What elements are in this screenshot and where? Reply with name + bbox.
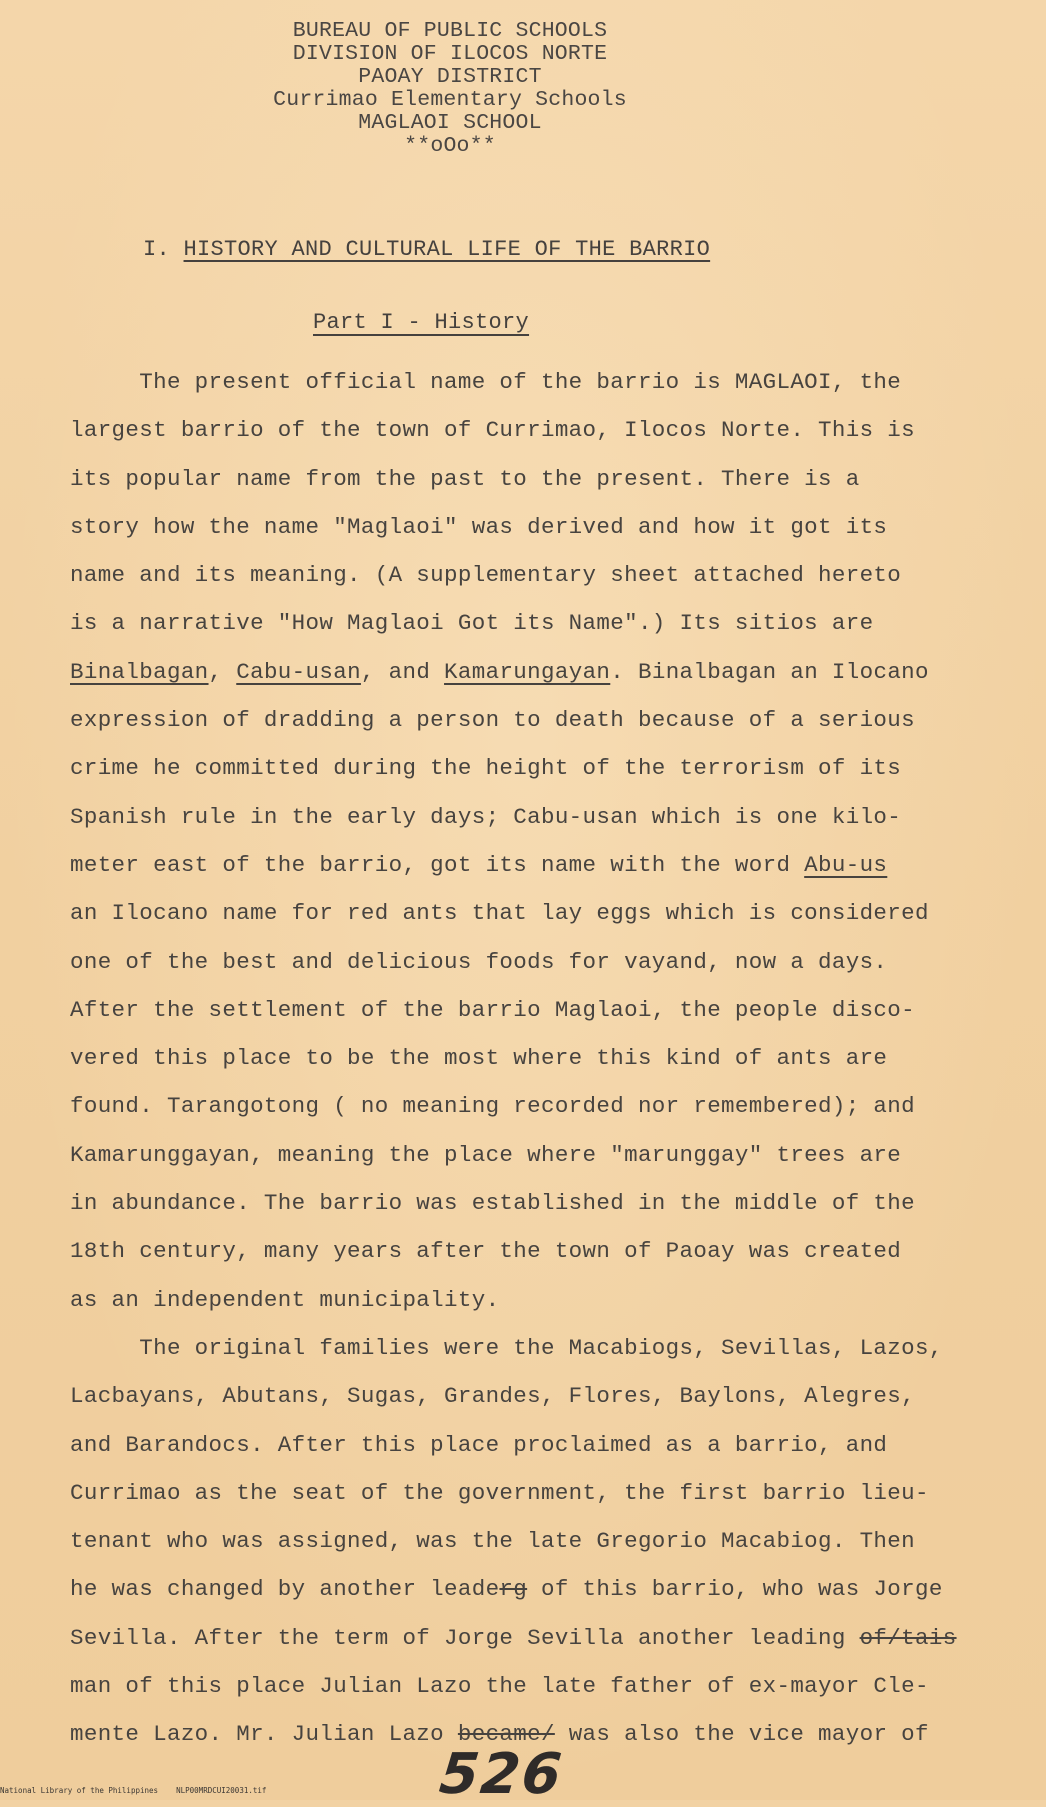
header-bureau: BUREAU OF PUBLIC SCHOOLS (292, 19, 608, 43)
sitio-binalbagan: Binalbagan (70, 658, 209, 685)
text-line: story how the name "Maglaoi" was derived and how it got its (70, 513, 888, 540)
text-line: in abundance. The barrio was established in the middle of the (70, 1190, 915, 1217)
struck-text: rg (499, 1576, 528, 1603)
text-line: as an independent municipality. (70, 1286, 500, 1313)
sitio-kamarungayan: Kamarungayan (444, 658, 611, 685)
text-line: tenant who was assigned, was the late Gregorio Macabiog. Then (70, 1528, 915, 1555)
letterhead (250, 20, 650, 158)
struck-text: of/tais (859, 1624, 957, 1651)
header-division: DIVISION OF ILOCOS NORTE (292, 42, 608, 66)
text-line: one of the best and delicious foods for vayand, now a days. (70, 948, 888, 975)
text-line: man of this place Julian Lazo the late father of ex-mayor Cle- (70, 1673, 929, 1700)
header-school-name: MAGLAOI SCHOOL (358, 111, 542, 135)
header-ornament: **oOo** (404, 134, 496, 158)
text-line: found. Tarangotong ( no meaning recorded nor remembered); and (70, 1093, 915, 1120)
section-title-text: HISTORY AND CULTURAL LIFE OF THE BARRIO (183, 237, 711, 262)
text-line: largest barrio of the town of Currimao, Ilocos Norte. This is (70, 417, 915, 444)
text-line: The original families were the Macabiogs, Sevillas, Lazos, (70, 1334, 943, 1361)
separator: , (208, 658, 237, 685)
sevilla-line (70, 1614, 1030, 1662)
text-line: After the settlement of the barrio Maglaoi, the people disco- (70, 996, 915, 1023)
text-line: Lacbayans, Abutans, Sugas, Grandes, Flores, Baylons, Alegres, (70, 1383, 915, 1410)
text-line: name and its meaning. (A supplementary sheet attached hereto (70, 562, 902, 589)
text-line: The present official name of the barrio is MAGLAOI, the (70, 369, 902, 395)
text-fragment: of this barrio, who was Jorge (527, 1576, 943, 1603)
text-line: crime he committed during the height of the terrorism of its (70, 755, 902, 782)
archive-footer: National Library of the Philippines NLP00MRDCUI20031.tif (0, 1786, 267, 1795)
separator: , and (360, 658, 445, 685)
text-line: Spanish rule in the early days; Cabu-usan which is one kilo- (70, 803, 902, 830)
text-line: 18th century, many years after the town of Paoay was created (70, 1238, 902, 1265)
text-line: vered this place to be the most where this kind of ants are (70, 1045, 888, 1072)
part-heading: Part I - History (313, 310, 530, 335)
text-line: an Ilocano name for red ants that lay eggs which is considered (70, 900, 929, 927)
word-abu-us: Abu-us (804, 851, 888, 878)
text-fragment: mente Lazo. Mr. Julian Lazo (70, 1721, 458, 1748)
abu-us-line (70, 841, 1030, 889)
text-fragment: Sevilla. After the term of Jorge Sevilla another leading (70, 1624, 860, 1651)
section-heading (143, 237, 710, 262)
struck-text: became/ (457, 1721, 555, 1748)
text-fragment: was also the vice mayor of (554, 1721, 929, 1748)
document-body (70, 358, 1030, 1759)
text-line: Kamarunggayan, meaning the place where "marunggay" trees are (70, 1141, 902, 1168)
text-line: expression of dradding a person to death because of a serious (70, 707, 915, 734)
text-fragment: he was changed by another leade (70, 1576, 500, 1603)
header-schools: Currimao Elementary Schools (273, 88, 627, 112)
leader-line (70, 1565, 1030, 1613)
text-line: and Barandocs. After this place proclaimed as a barrio, and (70, 1431, 888, 1458)
text-fragment: meter east of the barrio, got its name with the word (70, 851, 805, 878)
header-district: PAOAY DISTRICT (358, 65, 542, 89)
text-line: its popular name from the past to the present. There is a (70, 465, 860, 492)
page-number-stamp: 526 (436, 1742, 567, 1807)
text-line: Currimao as the seat of the government, the first barrio lieu- (70, 1479, 929, 1506)
sitio-cabu-usan: Cabu-usan (236, 658, 361, 685)
text-fragment: . Binalbagan an Ilocano (610, 658, 929, 685)
sitios-line (70, 648, 1030, 696)
section-number: I. (143, 237, 171, 262)
text-line: is a narrative "How Maglaoi Got its Name".) Its sitios are (70, 610, 874, 637)
